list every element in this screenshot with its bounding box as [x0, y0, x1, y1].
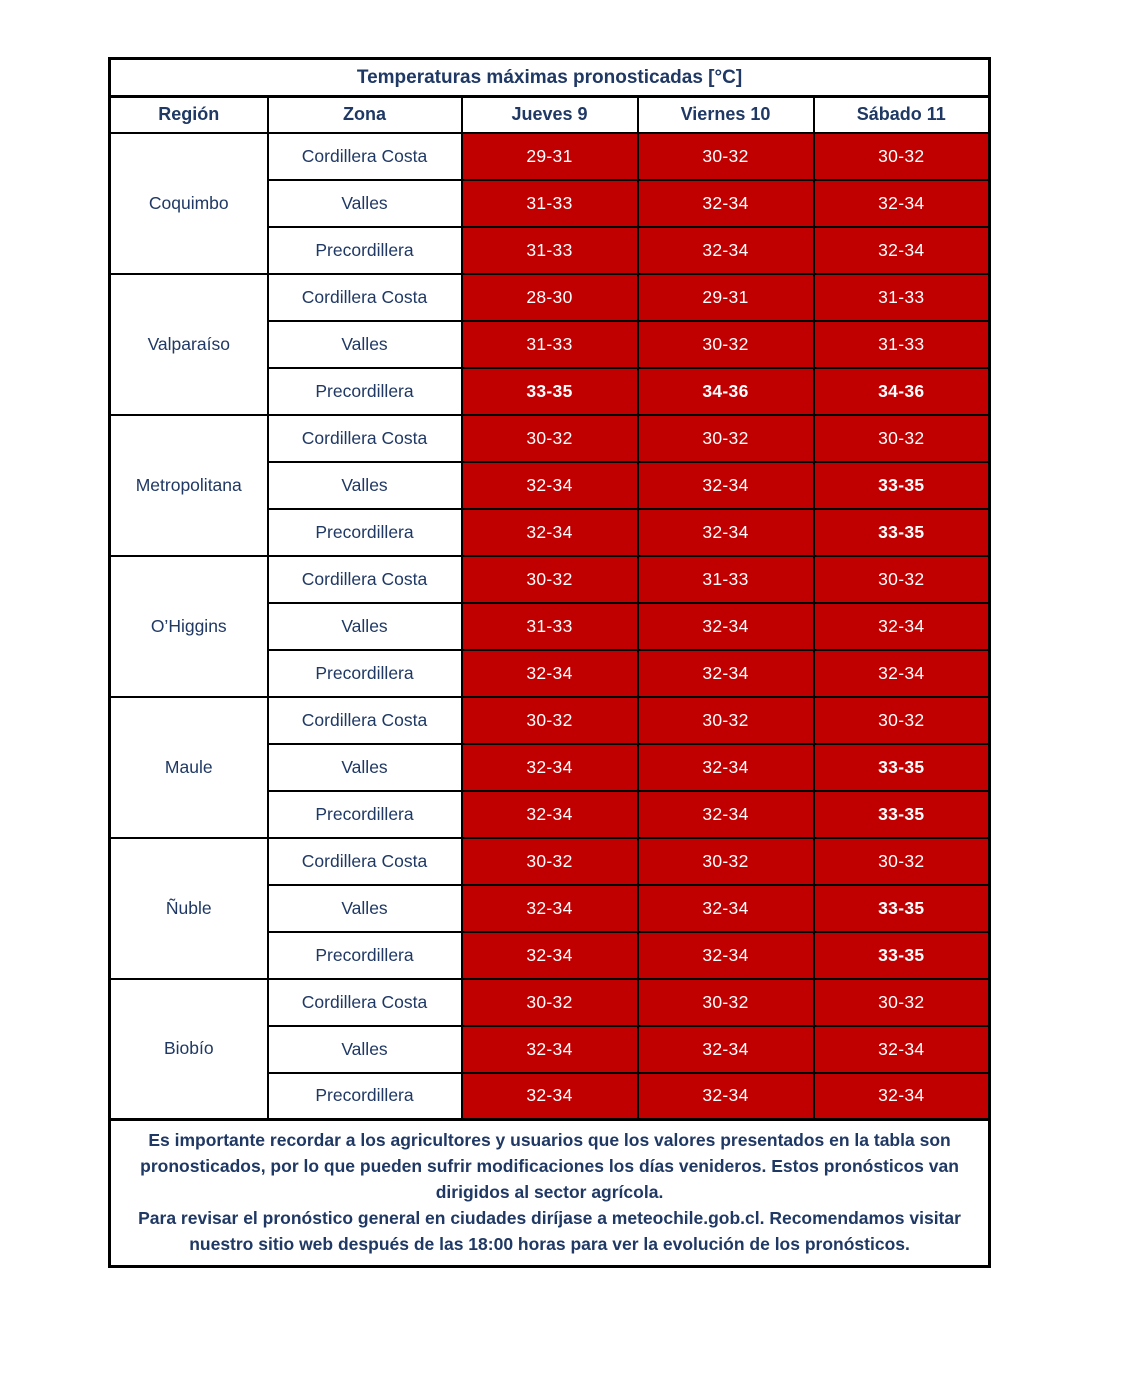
- column-header-jueves: Jueves 9: [462, 97, 638, 133]
- temperature-cell: 32-34: [462, 462, 638, 509]
- zone-cell: Cordillera Costa: [268, 697, 462, 744]
- temperature-cell: 32-34: [462, 650, 638, 697]
- temperature-cell: 32-34: [638, 180, 814, 227]
- table-row: [110, 697, 990, 744]
- zone-cell: Cordillera Costa: [268, 556, 462, 603]
- zone-cell: Valles: [268, 885, 462, 932]
- region-cell: Metropolitana: [110, 415, 268, 556]
- temperature-cell: 31-33: [462, 180, 638, 227]
- temperature-cell: 32-34: [462, 1073, 638, 1120]
- temperature-cell: 31-33: [462, 603, 638, 650]
- temperature-cell: 33-35: [814, 791, 990, 838]
- temperature-cell: 32-34: [462, 791, 638, 838]
- temperature-cell: 30-32: [462, 979, 638, 1026]
- forecast-table: [108, 57, 991, 1268]
- zone-cell: Cordillera Costa: [268, 838, 462, 885]
- temperature-cell: 30-32: [462, 838, 638, 885]
- zone-cell: Valles: [268, 462, 462, 509]
- temperature-cell: 32-34: [638, 1073, 814, 1120]
- zone-cell: Cordillera Costa: [268, 133, 462, 180]
- temperature-cell: 32-34: [638, 791, 814, 838]
- region-cell: Ñuble: [110, 838, 268, 979]
- temperature-cell: 30-32: [814, 415, 990, 462]
- temperature-cell: 31-33: [638, 556, 814, 603]
- zone-cell: Precordillera: [268, 509, 462, 556]
- footer-paragraph-1: Es importante recordar a los agricultores y usuarios que los valores presentados en la tabla son pronosticados, por lo que pueden sufrir modificaciones los días venideros. Estos pronósticos van dirigidos al sector agrícola.: [140, 1130, 959, 1202]
- temperature-cell: 32-34: [638, 885, 814, 932]
- table-row: [110, 415, 990, 462]
- region-cell: Valparaíso: [110, 274, 268, 415]
- temperature-cell: 32-34: [638, 932, 814, 979]
- temperature-cell: 32-34: [814, 650, 990, 697]
- temperature-cell: 32-34: [638, 509, 814, 556]
- temperature-cell: 30-32: [462, 697, 638, 744]
- temperature-cell: 32-34: [462, 744, 638, 791]
- temperature-cell: 32-34: [462, 1026, 638, 1073]
- temperature-cell: 30-32: [638, 697, 814, 744]
- temperature-cell: 32-34: [638, 650, 814, 697]
- temperature-cell: 32-34: [814, 603, 990, 650]
- title-row: [110, 59, 990, 97]
- temperature-cell: 32-34: [814, 180, 990, 227]
- footer-note: [110, 1120, 990, 1267]
- temperature-cell: 30-32: [814, 697, 990, 744]
- temperature-cell: 34-36: [814, 368, 990, 415]
- temperature-cell: 29-31: [462, 133, 638, 180]
- temperature-cell: 32-34: [462, 932, 638, 979]
- zone-cell: Valles: [268, 744, 462, 791]
- zone-cell: Cordillera Costa: [268, 415, 462, 462]
- zone-cell: Precordillera: [268, 1073, 462, 1120]
- table-row: [110, 979, 990, 1026]
- temperature-cell: 30-32: [638, 838, 814, 885]
- temperature-cell: 30-32: [638, 321, 814, 368]
- temperature-cell: 32-34: [814, 1026, 990, 1073]
- column-header-zone: Zona: [268, 97, 462, 133]
- temperature-cell: 33-35: [814, 744, 990, 791]
- table-row: [110, 838, 990, 885]
- temperature-cell: 32-34: [638, 227, 814, 274]
- temperature-cell: 32-34: [638, 1026, 814, 1073]
- temperature-cell: 30-32: [638, 415, 814, 462]
- region-cell: Coquimbo: [110, 133, 268, 274]
- zone-cell: Valles: [268, 180, 462, 227]
- temperature-cell: 32-34: [814, 1073, 990, 1120]
- temperature-cell: 31-33: [462, 227, 638, 274]
- temperature-cell: 30-32: [814, 838, 990, 885]
- temperature-cell: 32-34: [638, 462, 814, 509]
- temperature-cell: 32-34: [462, 885, 638, 932]
- footer-paragraph-2: Para revisar el pronóstico general en ciudades diríjase a meteochile.gob.cl. Recomendamos visitar nuestro sitio web después de las 18:00 horas para ver la evolución de los pronósticos.: [138, 1208, 961, 1254]
- zone-cell: Precordillera: [268, 932, 462, 979]
- temperature-cell: 33-35: [814, 462, 990, 509]
- temperature-cell: 30-32: [814, 133, 990, 180]
- temperature-cell: 31-33: [814, 274, 990, 321]
- temperature-cell: 31-33: [814, 321, 990, 368]
- temperature-cell: 30-32: [638, 979, 814, 1026]
- temperature-cell: 28-30: [462, 274, 638, 321]
- temperature-cell: 30-32: [638, 133, 814, 180]
- table-row: [110, 133, 990, 180]
- temperature-cell: 30-32: [814, 979, 990, 1026]
- region-cell: O’Higgins: [110, 556, 268, 697]
- temperature-cell: 32-34: [638, 603, 814, 650]
- zone-cell: Precordillera: [268, 791, 462, 838]
- zone-cell: Precordillera: [268, 368, 462, 415]
- zone-cell: Valles: [268, 321, 462, 368]
- footer-row: [110, 1120, 990, 1267]
- column-header-viernes: Viernes 10: [638, 97, 814, 133]
- temperature-cell: 33-35: [462, 368, 638, 415]
- temperature-cell: 32-34: [814, 227, 990, 274]
- column-header-region: Región: [110, 97, 268, 133]
- zone-cell: Cordillera Costa: [268, 274, 462, 321]
- temperature-cell: 32-34: [462, 509, 638, 556]
- temperature-cell: 33-35: [814, 509, 990, 556]
- column-header-sabado: Sábado 11: [814, 97, 990, 133]
- temperature-cell: 30-32: [462, 556, 638, 603]
- zone-cell: Precordillera: [268, 650, 462, 697]
- temperature-cell: 32-34: [638, 744, 814, 791]
- temperature-cell: 31-33: [462, 321, 638, 368]
- column-header-row: [110, 97, 990, 133]
- temperature-cell: 34-36: [638, 368, 814, 415]
- forecast-table-body: [110, 133, 990, 1120]
- zone-cell: Valles: [268, 1026, 462, 1073]
- table-title: Temperaturas máximas pronosticadas [°C]: [110, 59, 990, 97]
- table-row: [110, 556, 990, 603]
- temperature-cell: 30-32: [814, 556, 990, 603]
- temperature-cell: 33-35: [814, 932, 990, 979]
- temperature-cell: 33-35: [814, 885, 990, 932]
- zone-cell: Valles: [268, 603, 462, 650]
- zone-cell: Precordillera: [268, 227, 462, 274]
- temperature-cell: 30-32: [462, 415, 638, 462]
- table-row: [110, 274, 990, 321]
- zone-cell: Cordillera Costa: [268, 979, 462, 1026]
- region-cell: Biobío: [110, 979, 268, 1120]
- region-cell: Maule: [110, 697, 268, 838]
- temperature-cell: 29-31: [638, 274, 814, 321]
